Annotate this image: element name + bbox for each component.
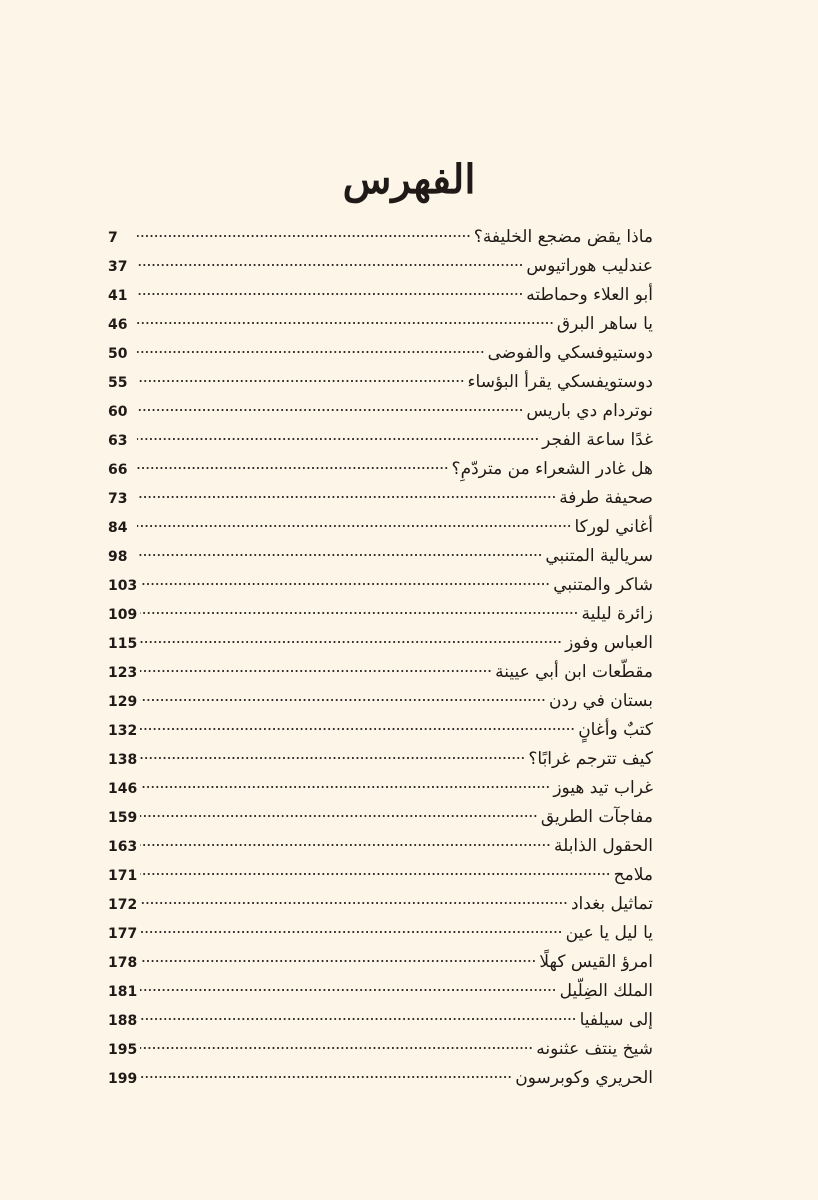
toc-entry-page-number: 178 <box>108 955 138 971</box>
toc-entry-page-number: 132 <box>108 723 138 739</box>
toc-entry <box>108 426 653 455</box>
toc-entry-page-number: 98 <box>108 549 128 565</box>
toc-entry-title: ماذا يقض مضجع الخليفة؟ <box>473 227 653 247</box>
page-title: الفهرس <box>342 156 476 203</box>
dot-leader <box>140 639 562 645</box>
toc-entry-page-number: 109 <box>108 607 138 623</box>
dot-leader <box>140 842 551 848</box>
toc-entry-page-number: 50 <box>108 346 128 362</box>
toc-entry <box>108 455 653 484</box>
toc-entry-page-number: 195 <box>108 1042 138 1058</box>
dot-leader <box>140 1016 576 1022</box>
dot-leader <box>140 1045 533 1051</box>
toc-entry-title: نوتردام دي باريس <box>526 401 653 421</box>
dot-leader <box>140 610 578 616</box>
toc-entry <box>108 977 653 1006</box>
toc-entry-page-number: 84 <box>108 520 128 536</box>
toc-entry-page-number: 138 <box>108 752 138 768</box>
toc-entry-title: أغاني لوركا <box>574 517 653 537</box>
toc-entry-title: دوستويفسكي يقرأ البؤساء <box>467 372 653 392</box>
toc-entry-page-number: 163 <box>108 839 138 855</box>
dot-leader <box>140 726 575 732</box>
toc-entry-page-number: 66 <box>108 462 128 478</box>
toc-entry <box>108 1064 653 1093</box>
toc-entry <box>108 310 653 339</box>
toc-entry-title: الحقول الذابلة <box>553 836 653 856</box>
toc-entry <box>108 542 653 571</box>
toc-entry-page-number: 46 <box>108 317 128 333</box>
dot-leader <box>140 755 525 761</box>
toc-entry-title: غدًا ساعة الفجر <box>542 430 653 450</box>
toc-entry-title: سريالية المتنبي <box>545 546 653 566</box>
toc-entry-page-number: 123 <box>108 665 138 681</box>
dot-leader <box>137 407 523 413</box>
toc-entry <box>108 716 653 745</box>
toc-entry-page-number: 146 <box>108 781 138 797</box>
toc-entry-title: شاكر والمتنبي <box>553 575 653 595</box>
toc-entry-page-number: 199 <box>108 1071 138 1087</box>
toc-entry-page-number: 60 <box>108 404 128 420</box>
toc-entry-title: يا ليل يا عين <box>565 923 653 943</box>
toc-entry-page-number: 159 <box>108 810 138 826</box>
dot-leader <box>137 262 523 268</box>
toc-entry-title: شيخ ينتف عثنونه <box>536 1039 653 1059</box>
dot-leader <box>140 697 546 703</box>
dot-leader <box>137 233 471 239</box>
toc-entry <box>108 281 653 310</box>
toc-entry-page-number: 188 <box>108 1013 138 1029</box>
toc-entry-title: أبو العلاء وحماطته <box>526 285 653 305</box>
dot-leader <box>140 581 550 587</box>
toc-entry-title: إلى سيلفيا <box>579 1010 653 1030</box>
toc-entry-title: بستان في ردن <box>548 691 653 711</box>
toc-entry-title: مفاجآت الطريق <box>540 807 653 827</box>
dot-leader <box>140 987 556 993</box>
toc-entry-page-number: 55 <box>108 375 128 391</box>
table-of-contents <box>108 223 653 1093</box>
toc-entry <box>108 1035 653 1064</box>
toc-entry <box>108 832 653 861</box>
toc-entry <box>108 948 653 977</box>
dot-leader <box>137 552 542 558</box>
toc-entry <box>108 513 653 542</box>
dot-leader <box>137 320 554 326</box>
toc-entry <box>108 774 653 803</box>
toc-entry-page-number: 63 <box>108 433 128 449</box>
toc-entry-title: زائرة ليلية <box>581 604 653 624</box>
toc-entry-title: غراب تيد هيوز <box>553 778 653 798</box>
toc-entry-title: عندليب هوراتيوس <box>526 256 653 276</box>
toc-entry <box>108 397 653 426</box>
toc-entry <box>108 890 653 919</box>
dot-leader <box>137 291 523 297</box>
toc-entry <box>108 484 653 513</box>
toc-entry-title: الحريري وكوبرسون <box>515 1068 653 1088</box>
toc-entry-page-number: 103 <box>108 578 138 594</box>
dot-leader <box>137 523 571 529</box>
dot-leader <box>140 958 536 964</box>
toc-entry-page-number: 115 <box>108 636 138 652</box>
toc-entry <box>108 1006 653 1035</box>
dot-leader <box>140 784 550 790</box>
toc-entry-page-number: 177 <box>108 926 138 942</box>
toc-entry-title: تماثيل بغداد <box>570 894 653 914</box>
toc-entry-title: كتبٌ وأغانٍ <box>578 720 653 740</box>
toc-entry-page-number: 129 <box>108 694 138 710</box>
dot-leader <box>137 349 485 355</box>
toc-entry <box>108 687 653 716</box>
toc-entry <box>108 368 653 397</box>
toc-entry-page-number: 181 <box>108 984 138 1000</box>
toc-entry <box>108 745 653 774</box>
toc-entry-page-number: 172 <box>108 897 138 913</box>
dot-leader <box>137 378 465 384</box>
toc-entry <box>108 339 653 368</box>
dot-leader <box>140 668 492 674</box>
dot-leader <box>137 494 556 500</box>
toc-entry-title: كيف تترجم غرابًا؟ <box>528 749 653 769</box>
toc-entry <box>108 223 653 252</box>
dot-leader <box>137 465 449 471</box>
dot-leader <box>140 900 568 906</box>
toc-entry <box>108 600 653 629</box>
toc-entry-title: مقطّعات ابن أبي عيينة <box>495 662 653 682</box>
toc-entry <box>108 571 653 600</box>
toc-entry <box>108 803 653 832</box>
dot-leader <box>140 1074 512 1080</box>
dot-leader <box>140 813 538 819</box>
toc-entry <box>108 658 653 687</box>
toc-entry-title: دوستيوفسكي والفوضى <box>487 343 653 363</box>
toc-entry-title: يا ساهر البرق <box>556 314 653 334</box>
dot-leader <box>140 871 610 877</box>
toc-entry <box>108 252 653 281</box>
toc-entry <box>108 861 653 890</box>
toc-entry-page-number: 41 <box>108 288 128 304</box>
toc-entry-title: صحيفة طرفة <box>559 488 653 508</box>
toc-entry-title: ملامح <box>613 865 653 885</box>
dot-leader <box>140 929 562 935</box>
toc-entry-page-number: 171 <box>108 868 138 884</box>
toc-entry <box>108 629 653 658</box>
toc-entry-title: العباس وفوز <box>565 633 653 653</box>
toc-entry-title: الملك الضِلّيل <box>559 981 653 1001</box>
toc-entry-page-number: 7 <box>108 230 118 246</box>
dot-leader <box>137 436 539 442</box>
toc-entry-page-number: 37 <box>108 259 128 275</box>
toc-entry-title: هل غادر الشعراء من متردّمِ؟ <box>451 459 653 479</box>
toc-entry <box>108 919 653 948</box>
toc-entry-title: امرؤ القيس كهلًا <box>539 952 653 972</box>
toc-entry-page-number: 73 <box>108 491 128 507</box>
